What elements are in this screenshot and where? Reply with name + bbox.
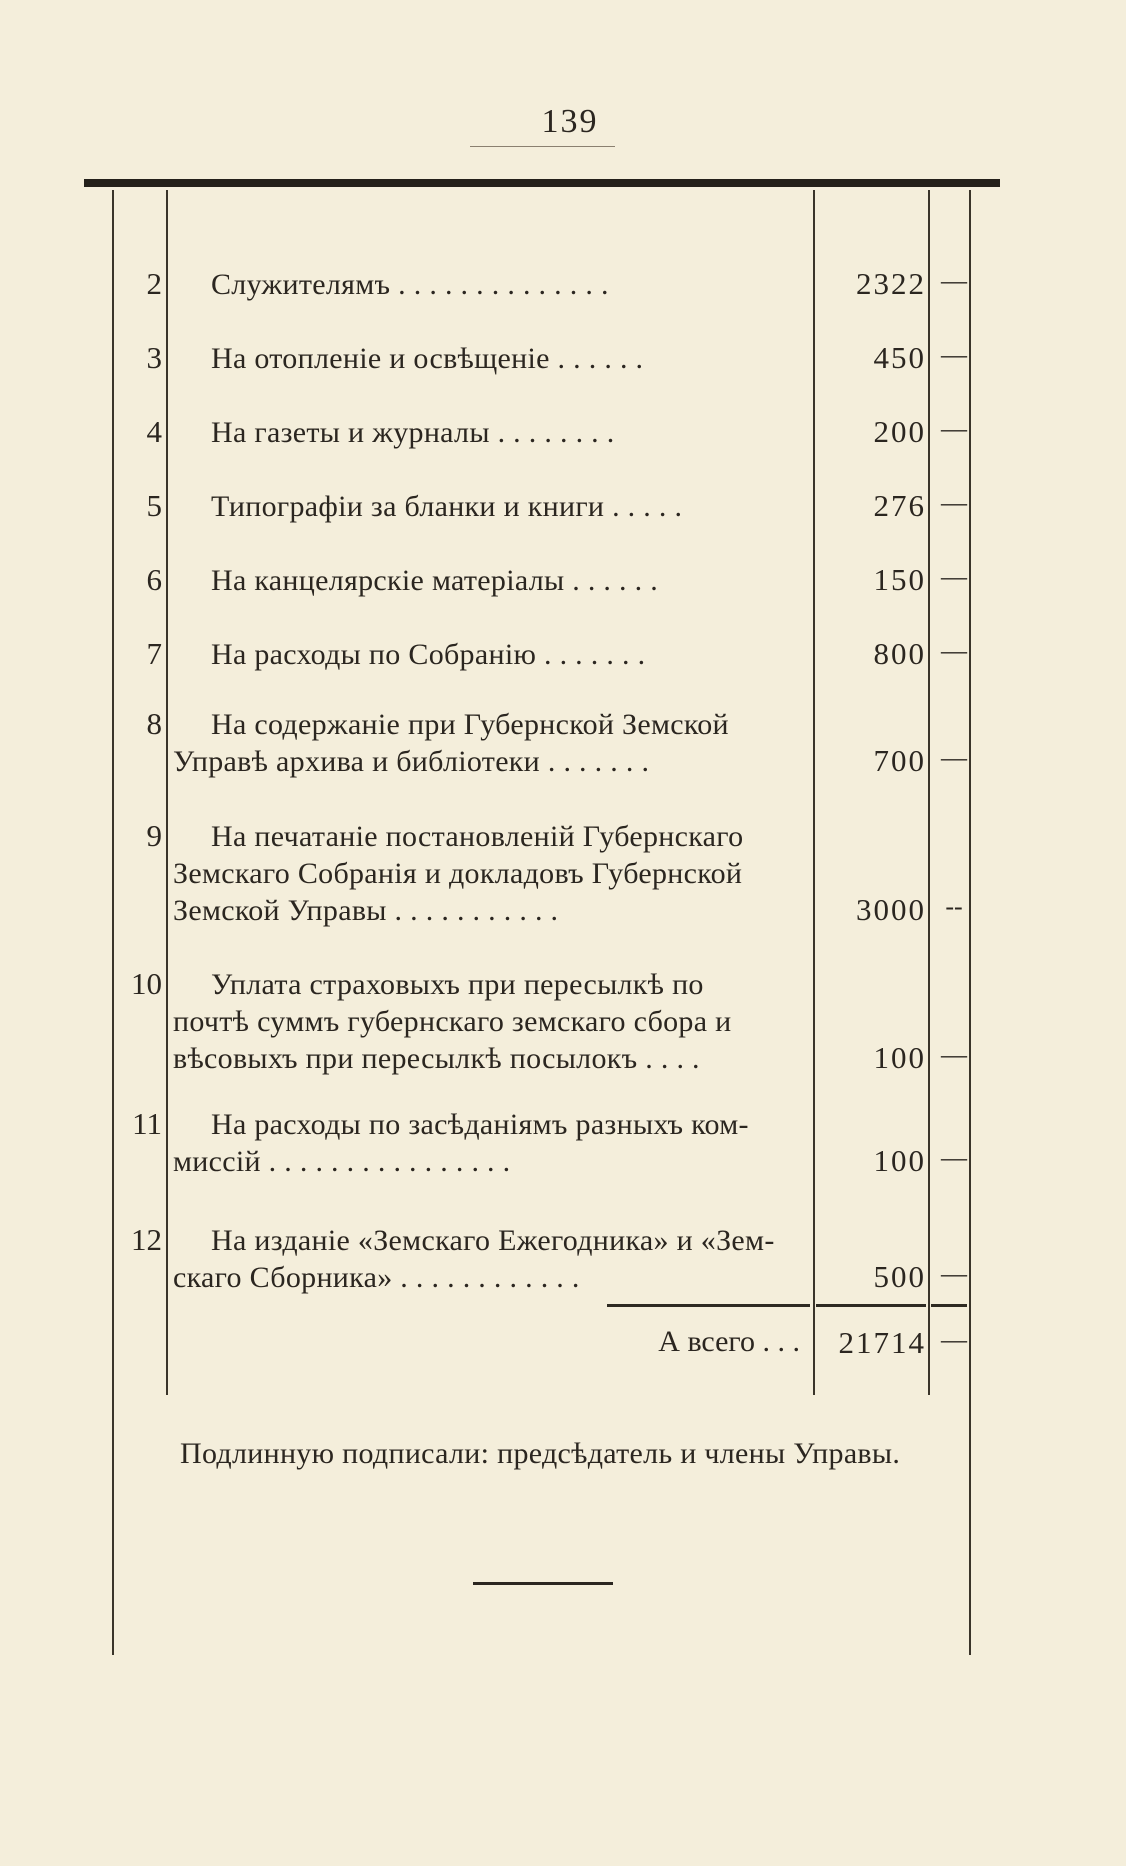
row-amount: 450 — [873, 340, 926, 375]
description-column-divider — [813, 190, 815, 1395]
row-amount: 276 — [873, 488, 926, 523]
table-left-border — [112, 190, 114, 1655]
row-number: 5 — [146, 488, 162, 523]
row-description — [173, 966, 795, 1077]
row-description-line: На расходы по Собранію . . . . . . . — [211, 638, 646, 671]
row-amount: 2322 — [856, 266, 926, 301]
row-number: 4 — [146, 414, 162, 449]
row-description-line: скаго Сборника» . . . . . . . . . . . . — [173, 1261, 580, 1294]
row-amount: 100 — [873, 1143, 926, 1178]
page-number-underline — [470, 146, 615, 147]
row-description-line: Типографіи за бланки и книги . . . . . — [211, 490, 683, 523]
row-kopecks: — — [941, 636, 967, 665]
row-description — [173, 414, 795, 451]
row-amount: 100 — [873, 1040, 926, 1075]
row-description-line: На отопленіе и освѣщеніе . . . . . . — [211, 342, 644, 375]
total-label: А всего . . . — [658, 1325, 800, 1358]
row-number: 9 — [146, 818, 162, 853]
table-right-border — [969, 190, 971, 1655]
row-amount: 800 — [873, 636, 926, 671]
row-number: 6 — [146, 562, 162, 597]
row-description-line: почтѣ суммъ губернскаго земскаго сбора и — [173, 1005, 732, 1038]
row-kopecks: -- — [945, 892, 963, 921]
row-description-line: Земскаго Собранія и докладовъ Губернской — [173, 857, 743, 890]
row-amount: 200 — [873, 414, 926, 449]
signature-note: Подлинную подписали: предсѣдатель и члены Управы. — [180, 1437, 901, 1470]
closing-rule — [473, 1582, 613, 1585]
row-description-line: вѣсовыхъ при пересылкѣ посылокъ . . . . — [173, 1042, 700, 1075]
page-number: 139 — [541, 103, 599, 140]
row-number: 11 — [132, 1106, 162, 1141]
row-description — [173, 562, 795, 599]
row-number: 7 — [146, 636, 162, 671]
row-description — [173, 1222, 795, 1296]
row-kopecks: — — [941, 488, 967, 517]
table-top-rule — [84, 179, 1000, 187]
row-kopecks: — — [941, 414, 967, 443]
row-description — [173, 706, 795, 780]
row-kopecks: — — [941, 266, 967, 295]
total-separator-desc — [607, 1304, 810, 1307]
row-amount: 700 — [873, 743, 926, 778]
row-description-line: миссій . . . . . . . . . . . . . . . . — [173, 1145, 511, 1178]
row-amount: 150 — [873, 562, 926, 597]
row-description — [173, 636, 795, 673]
row-kopecks: — — [941, 1143, 967, 1172]
row-kopecks: — — [941, 1040, 967, 1069]
row-description-line: Земской Управы . . . . . . . . . . . — [173, 894, 559, 927]
row-number: 8 — [146, 706, 162, 741]
total-amount: 21714 — [838, 1325, 926, 1360]
row-number: 3 — [146, 340, 162, 375]
row-description — [173, 488, 795, 525]
row-description — [173, 266, 795, 303]
row-number: 2 — [146, 266, 162, 301]
row-number: 10 — [131, 966, 162, 1001]
row-description-line: Служителямъ . . . . . . . . . . . . . . — [211, 268, 609, 301]
row-kopecks: — — [941, 1259, 967, 1288]
row-kopecks: — — [941, 562, 967, 591]
row-kopecks: — — [941, 743, 967, 772]
row-description-line: На печатаніе постановленій Губернскаго — [211, 820, 744, 853]
row-description — [173, 340, 795, 377]
row-description-line: На расходы по засѣданіямъ разныхъ ком- — [211, 1108, 749, 1141]
row-description-line: На содержаніе при Губернской Земской — [211, 708, 729, 741]
row-description-line: На изданіе «Земскаго Ежегодника» и «Зем- — [211, 1224, 775, 1257]
row-description-line: Управѣ архива и библіотеки . . . . . . . — [173, 745, 650, 778]
total-kopecks: — — [941, 1325, 967, 1354]
row-description-line: Уплата страховыхъ при пересылкѣ по — [211, 968, 704, 1001]
row-description — [173, 1106, 795, 1180]
row-description-line: На канцелярскіе матеріалы . . . . . . — [211, 564, 659, 597]
total-separator-amount — [816, 1304, 926, 1307]
row-kopecks: — — [941, 340, 967, 369]
amount-column-divider — [928, 190, 930, 1395]
row-amount: 3000 — [856, 892, 926, 927]
row-amount: 500 — [873, 1259, 926, 1294]
number-column-divider — [166, 190, 168, 1395]
row-description-line: На газеты и журналы . . . . . . . . — [211, 416, 615, 449]
row-number: 12 — [131, 1222, 162, 1257]
total-separator-kop — [931, 1304, 967, 1307]
row-description — [173, 818, 795, 929]
